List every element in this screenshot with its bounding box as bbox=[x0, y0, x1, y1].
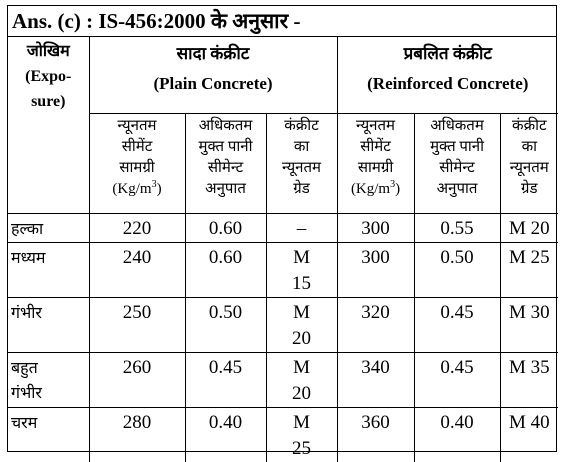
answer-heading: Ans. (c) : IS-456:2000 के अनुसार - bbox=[8, 6, 556, 37]
reinforced-cement-cell: 300 bbox=[337, 242, 414, 297]
plain-grade-cell bbox=[266, 297, 337, 352]
reinforced-header-english: (Reinforced Concrete) bbox=[367, 74, 529, 93]
table-row bbox=[8, 213, 558, 242]
plain-wc-cell: 0.50 bbox=[185, 297, 266, 352]
subheader-text: ग्रेड bbox=[521, 180, 538, 197]
grade-text: M bbox=[293, 246, 310, 268]
exposure-header-hindi: जोखिम bbox=[26, 43, 70, 60]
reinforced-wc-cell: 0.40 bbox=[414, 407, 500, 462]
table-row bbox=[8, 352, 558, 407]
table-row bbox=[8, 297, 558, 352]
header-row-groups bbox=[8, 37, 558, 113]
exposure-requirements-table bbox=[8, 37, 558, 462]
reinforced-grade-cell: M 20 bbox=[500, 213, 558, 242]
grade-text: 15 bbox=[292, 272, 312, 294]
header-row-subcolumns bbox=[8, 113, 558, 213]
plain-grade-cell bbox=[266, 213, 337, 242]
exposure-label: हल्का bbox=[11, 220, 44, 238]
plain-grade-cell bbox=[266, 242, 337, 297]
grade-text: M bbox=[293, 301, 310, 323]
plain-wc-cell: 0.45 bbox=[185, 352, 266, 407]
grade-text: 20 bbox=[292, 382, 312, 404]
exposure-header-english-2: sure) bbox=[31, 93, 66, 110]
reinforced-min-cement-header bbox=[337, 113, 414, 213]
unit-label bbox=[338, 179, 414, 200]
subheader-text: कंक्रीट bbox=[512, 117, 547, 134]
unit-text: (Kg/m bbox=[350, 180, 391, 197]
exposure-label: गंभीर bbox=[11, 384, 42, 402]
subheader-text: न्यूनतम bbox=[356, 117, 396, 134]
reinforced-cement-cell: 340 bbox=[337, 352, 414, 407]
reinforced-cement-cell: 300 bbox=[337, 213, 414, 242]
plain-cement-cell: 240 bbox=[89, 242, 185, 297]
subheader-text: अधिकतम bbox=[430, 117, 484, 134]
exposure-cell bbox=[8, 242, 89, 297]
reinforced-concrete-group-header bbox=[337, 37, 558, 113]
exposure-cell bbox=[8, 213, 89, 242]
plain-min-cement-header bbox=[89, 113, 185, 213]
plain-min-grade-header bbox=[266, 113, 337, 213]
subheader-text: न्यूनतम bbox=[282, 159, 321, 176]
subheader-text: सीमेंट bbox=[121, 138, 153, 155]
subheader-text: न्यूनतम bbox=[509, 159, 549, 176]
grade-text: M bbox=[293, 411, 310, 433]
plain-cement-cell: 250 bbox=[89, 297, 185, 352]
reinforced-cement-cell: 320 bbox=[337, 297, 414, 352]
reinforced-grade-cell: M 40 bbox=[500, 407, 558, 462]
reinforced-wc-cell: 0.50 bbox=[414, 242, 500, 297]
reinforced-wc-cell: 0.55 bbox=[414, 213, 500, 242]
plain-grade-cell bbox=[266, 407, 337, 462]
grade-text: – bbox=[296, 217, 307, 239]
exposure-cell bbox=[8, 407, 89, 462]
reinforced-min-grade-header bbox=[500, 113, 558, 213]
table-row bbox=[8, 242, 558, 297]
unit-close: ) bbox=[395, 180, 401, 197]
subheader-text: न्यूनतम bbox=[117, 117, 157, 134]
reinforced-header-hindi: प्रबलित कंक्रीट bbox=[403, 44, 492, 63]
reinforced-grade-cell: M 35 bbox=[500, 352, 558, 407]
grade-text: 20 bbox=[292, 327, 312, 349]
grade-text: M bbox=[293, 356, 310, 378]
subheader-text: सामग्री bbox=[357, 159, 394, 176]
subheader-text: सीमेन्ट bbox=[439, 159, 475, 176]
plain-header-hindi: सादा कंक्रीट bbox=[176, 44, 250, 63]
plain-concrete-group-header bbox=[89, 37, 337, 113]
grade-text: 25 bbox=[292, 437, 312, 459]
unit-text: (Kg/m bbox=[112, 180, 152, 197]
exposure-column-header bbox=[8, 37, 89, 213]
subheader-text: सामग्री bbox=[119, 159, 155, 176]
exposure-header-english-1: (Expo- bbox=[25, 68, 72, 85]
exposure-label: बहुत bbox=[11, 359, 38, 377]
unit-exponent: 3 bbox=[390, 178, 396, 190]
exposure-label: चरम bbox=[11, 414, 38, 432]
reinforced-wc-cell: 0.45 bbox=[414, 297, 500, 352]
unit-close: ) bbox=[156, 180, 162, 197]
plain-cement-cell: 280 bbox=[89, 407, 185, 462]
unit-exponent: 3 bbox=[151, 178, 157, 190]
unit-label bbox=[90, 179, 185, 200]
subheader-text: मुक्त पानी bbox=[198, 138, 253, 155]
subheader-text: मुक्त पानी bbox=[430, 138, 484, 155]
subheader-text: का bbox=[293, 138, 310, 155]
reinforced-grade-cell: M 30 bbox=[500, 297, 558, 352]
exposure-label: गंभीर bbox=[11, 304, 42, 322]
plain-grade-cell bbox=[266, 352, 337, 407]
exposure-cell bbox=[8, 297, 89, 352]
exposure-label: मध्यम bbox=[11, 249, 46, 267]
subheader-text: अनुपात bbox=[205, 180, 246, 197]
answer-frame bbox=[7, 5, 557, 459]
plain-wc-cell: 0.60 bbox=[185, 242, 266, 297]
subheader-text: कंक्रीट bbox=[284, 117, 319, 134]
subheader-text: अधिकतम bbox=[198, 117, 253, 134]
table-row bbox=[8, 407, 558, 462]
subheader-text: का bbox=[521, 138, 537, 155]
plain-cement-cell: 220 bbox=[89, 213, 185, 242]
subheader-text: सीमेन्ट bbox=[207, 159, 244, 176]
reinforced-max-wc-header bbox=[414, 113, 500, 213]
plain-cement-cell: 260 bbox=[89, 352, 185, 407]
subheader-text: सीमेंट bbox=[360, 138, 391, 155]
reinforced-grade-cell: M 25 bbox=[500, 242, 558, 297]
plain-header-english: (Plain Concrete) bbox=[153, 74, 273, 93]
plain-max-wc-header bbox=[185, 113, 266, 213]
subheader-text: अनुपात bbox=[436, 180, 478, 197]
subheader-text: ग्रेड bbox=[293, 180, 310, 197]
plain-wc-cell: 0.60 bbox=[185, 213, 266, 242]
reinforced-cement-cell: 360 bbox=[337, 407, 414, 462]
reinforced-wc-cell: 0.45 bbox=[414, 352, 500, 407]
exposure-cell bbox=[8, 352, 89, 407]
plain-wc-cell: 0.40 bbox=[185, 407, 266, 462]
